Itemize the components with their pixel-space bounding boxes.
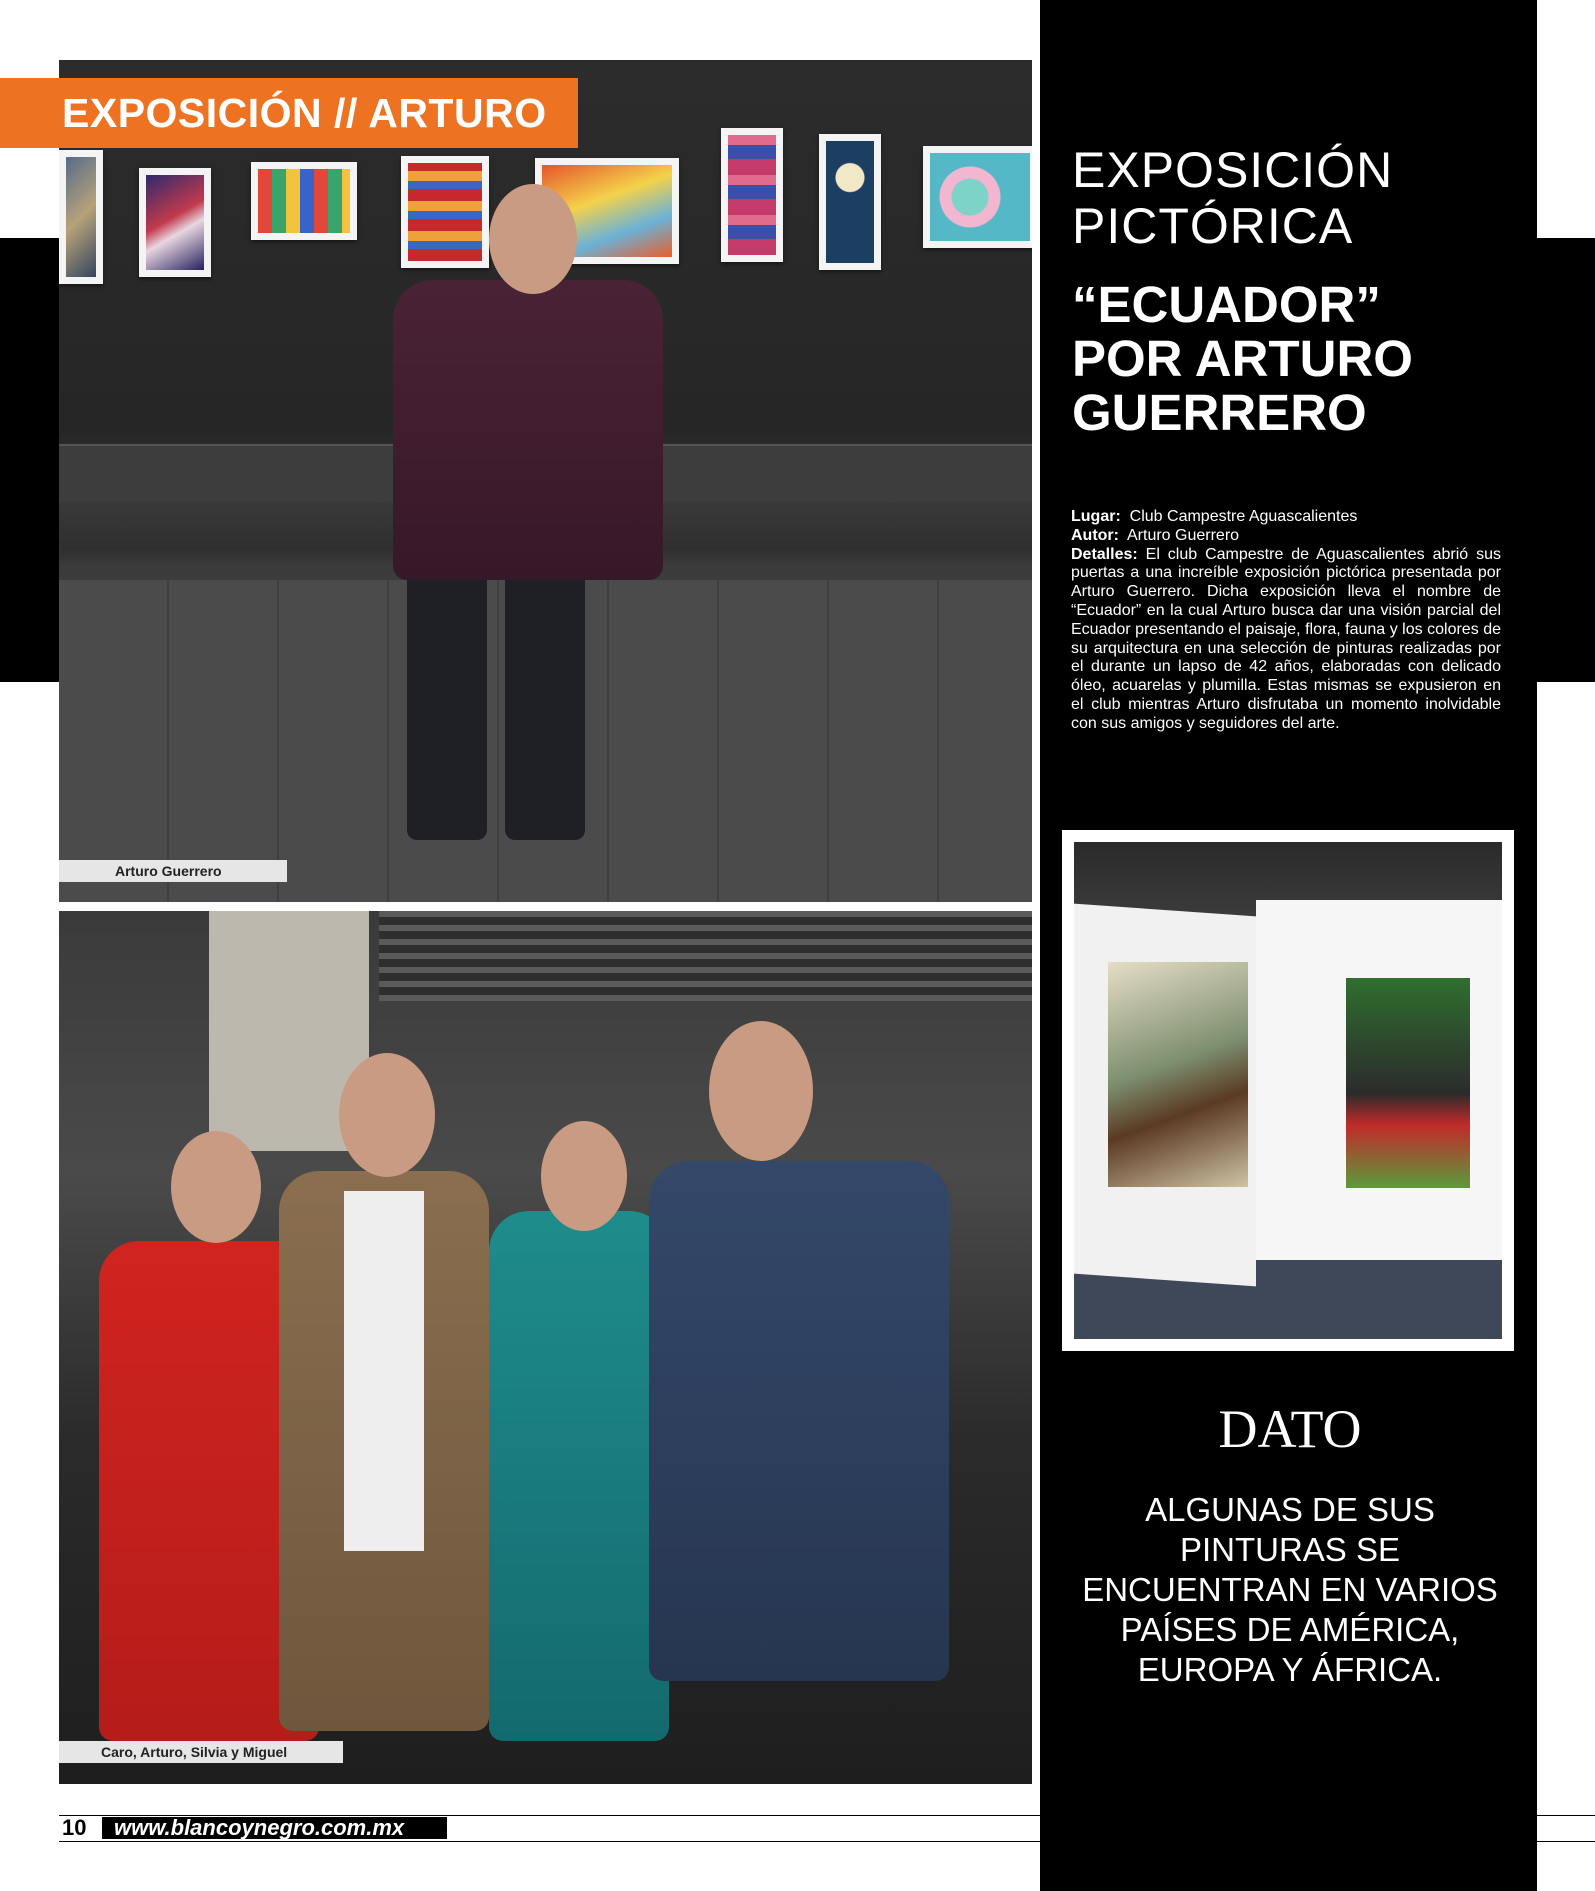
dato-line: PINTURAS SE <box>1179 1531 1401 1568</box>
dato-text <box>1060 1490 1520 1690</box>
autor-label: Autor: <box>1071 526 1119 544</box>
person-navy-jacket <box>649 1161 949 1681</box>
person-head <box>489 184 577 294</box>
page-number: 10 <box>62 1815 87 1840</box>
title-line: EXPOSICIÓN <box>1072 142 1394 198</box>
dato-title: DATO <box>1218 1399 1362 1459</box>
left-black-band <box>0 238 60 682</box>
title-line: PICTÓRICA <box>1072 198 1354 254</box>
person-shirt <box>344 1191 424 1551</box>
lugar-value: Club Campestre Aguascalientes <box>1129 508 1358 525</box>
person-teal-dress <box>489 1211 669 1741</box>
horse-painting-left <box>1108 962 1248 1187</box>
wall-painting <box>59 150 103 284</box>
wall-painting <box>139 168 211 277</box>
book-photo-frame <box>1062 830 1514 1351</box>
dato-line: ALGUNAS DE SUS <box>1145 1491 1435 1528</box>
artist-photo <box>59 60 1032 902</box>
lugar-label: Lugar: <box>1071 508 1121 525</box>
horse-painting-right <box>1346 978 1470 1188</box>
autor-row <box>1071 527 1501 546</box>
person-jacket <box>393 280 663 580</box>
detalles-row <box>1071 546 1501 734</box>
person-head <box>541 1121 627 1231</box>
headline-line: POR ARTURO <box>1072 330 1413 387</box>
website-link[interactable]: www.blancoynegro.com.mx <box>102 1817 447 1839</box>
footer-rule <box>1537 1841 1595 1842</box>
person-legs <box>505 540 585 840</box>
group-caption: Caro, Arturo, Silvia y Miguel <box>59 1741 343 1763</box>
wall-painting <box>251 162 357 240</box>
dato-line: ENCUENTRAN EN VARIOS <box>1082 1571 1498 1608</box>
detalles-value: El club Campestre de Aguascalientes abrió sus puertas a una increíble exposición pictórica presentada por Arturo Guerrero. Dicha exposición lleva el nombre de “Ecuador” en la cual Arturo busca dar una visión parcial del Ecuador presentando el paisaje, flora, fauna y los colores de su arquitectura en una selección de pinturas realizadas por el durante un lapso de 42 años, elaboradas con delicado óleo, acuarelas y plumilla. Estas mismas se expusieron en el club mientras Arturo disfrutaba un momento inolvidable con sus amigos y seguidores del arte. <box>1071 545 1501 732</box>
footer-rule <box>59 1841 1040 1842</box>
dato-line: EUROPA Y ÁFRICA. <box>1137 1651 1443 1688</box>
detalles-label: Detalles: <box>1071 545 1138 563</box>
group-photo <box>59 911 1032 1784</box>
wall-painting <box>401 156 489 268</box>
book-photo <box>1074 842 1502 1339</box>
headline-line: “ECUADOR” <box>1072 276 1381 333</box>
article-headline <box>1072 278 1512 440</box>
person-head <box>339 1053 435 1177</box>
wall-painting <box>923 146 1032 248</box>
article-title <box>1072 142 1512 254</box>
artist-caption: Arturo Guerrero <box>59 860 287 882</box>
footer-rule <box>1537 1815 1595 1816</box>
ceiling-slats <box>379 911 1032 1001</box>
section-tag: EXPOSICIÓN // ARTURO <box>0 78 578 148</box>
person-head <box>709 1021 813 1161</box>
headline-line: GUERRERO <box>1072 384 1367 441</box>
person-legs <box>407 540 487 840</box>
wall-painting <box>819 134 881 270</box>
autor-value: Arturo Guerrero <box>1127 526 1240 544</box>
person-head <box>171 1131 261 1243</box>
right-black-band <box>1535 238 1595 682</box>
dato-line: PAÍSES DE AMÉRICA, <box>1120 1611 1460 1648</box>
lugar-row <box>1071 508 1501 527</box>
wall-painting <box>721 128 783 262</box>
article-details <box>1071 508 1501 734</box>
